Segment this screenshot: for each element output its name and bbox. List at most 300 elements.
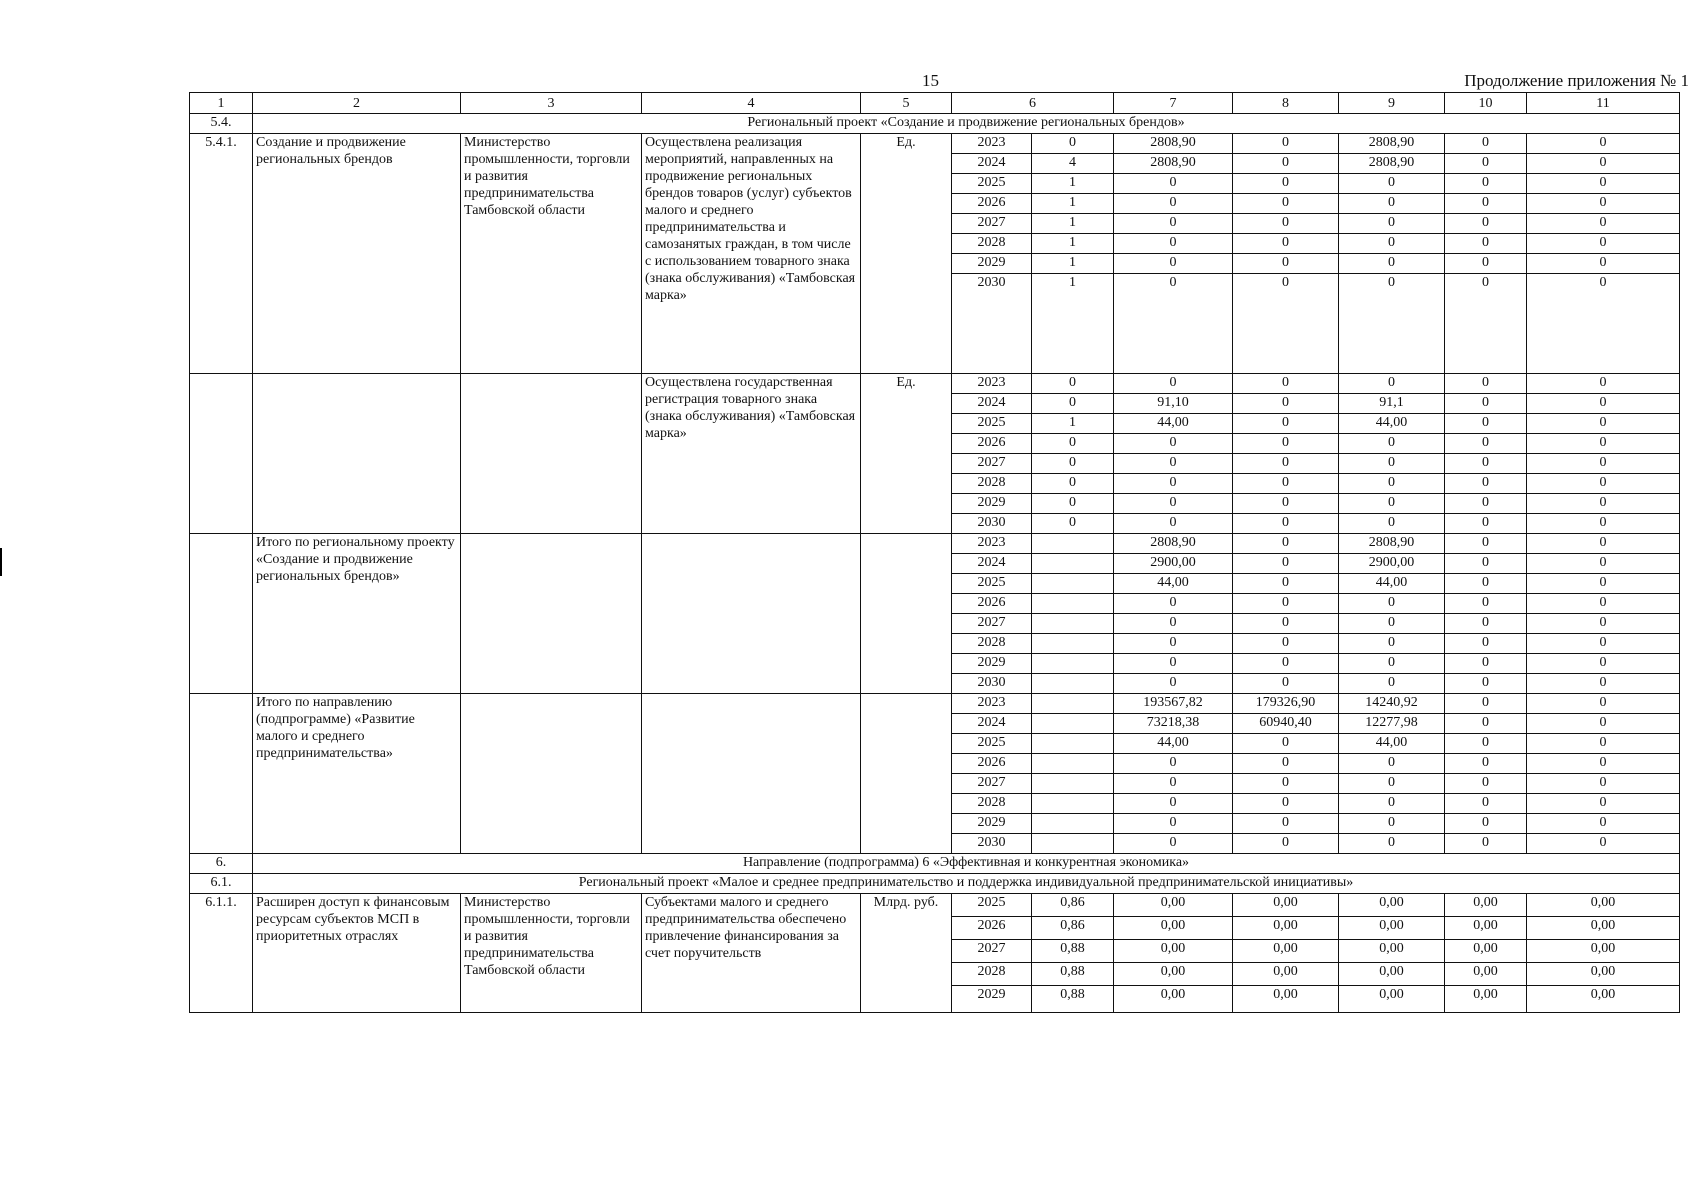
value-cell: 0,00 xyxy=(1233,917,1339,940)
year-cell: 2024 xyxy=(952,714,1032,734)
page-number: 15 xyxy=(922,71,939,90)
value-cell: 0 xyxy=(1339,234,1445,254)
value-cell: 0,00 xyxy=(1339,894,1445,917)
year-cell: 2028 xyxy=(952,634,1032,654)
item-name: Итого по направлению (подпрограмме) «Развитие малого и среднего предпринимательства» xyxy=(253,694,461,854)
value-cell: 1 xyxy=(1032,214,1114,234)
value-cell: 0,00 xyxy=(1445,917,1527,940)
value-cell: 0 xyxy=(1527,834,1680,854)
col-header: 7 xyxy=(1114,93,1233,114)
value-cell: 14240,92 xyxy=(1339,694,1445,714)
value-cell: 0 xyxy=(1527,174,1680,194)
value-cell: 4 xyxy=(1032,154,1114,174)
value-cell: 0 xyxy=(1233,774,1339,794)
year-cell: 2029 xyxy=(952,654,1032,674)
value-cell: 0 xyxy=(1445,614,1527,634)
item-result: Субъектами малого и среднего предпринимательства обеспечено привлечение финансирования за счет поручительств xyxy=(642,894,861,1013)
value-cell: 0 xyxy=(1114,754,1233,774)
item-number xyxy=(190,534,253,694)
item-number: 5.4.1. xyxy=(190,134,253,374)
year-cell: 2029 xyxy=(952,814,1032,834)
value-cell: 0 xyxy=(1527,394,1680,414)
value-cell: 0 xyxy=(1527,414,1680,434)
value-cell: 0 xyxy=(1233,614,1339,634)
value-cell: 179326,90 xyxy=(1233,694,1339,714)
value-cell: 0 xyxy=(1445,594,1527,614)
appendix-table xyxy=(189,92,1680,1013)
value-cell: 0 xyxy=(1339,674,1445,694)
scan-edge-mark xyxy=(0,548,2,576)
item-result xyxy=(642,694,861,854)
section-row xyxy=(190,874,1680,894)
value-cell: 0 xyxy=(1032,494,1114,514)
value-cell: 60940,40 xyxy=(1233,714,1339,734)
value-cell: 0 xyxy=(1339,454,1445,474)
value-cell: 1 xyxy=(1032,194,1114,214)
value-cell: 0 xyxy=(1114,434,1233,454)
value-cell: 0 xyxy=(1527,154,1680,174)
year-cell: 2026 xyxy=(952,917,1032,940)
item-number xyxy=(190,694,253,854)
table-row xyxy=(190,374,1680,394)
value-cell: 44,00 xyxy=(1114,574,1233,594)
value-cell: 0 xyxy=(1114,674,1233,694)
value-cell: 0 xyxy=(1527,134,1680,154)
value-cell: 0 xyxy=(1445,574,1527,594)
year-cell: 2023 xyxy=(952,374,1032,394)
value-cell: 0 xyxy=(1445,394,1527,414)
value-cell: 0 xyxy=(1527,654,1680,674)
value-cell xyxy=(1032,754,1114,774)
value-cell: 0 xyxy=(1339,774,1445,794)
value-cell: 0,86 xyxy=(1032,894,1114,917)
value-cell: 0,00 xyxy=(1114,894,1233,917)
value-cell: 0 xyxy=(1233,374,1339,394)
value-cell: 0 xyxy=(1114,234,1233,254)
value-cell: 0 xyxy=(1339,594,1445,614)
value-cell: 0 xyxy=(1339,274,1445,374)
col-header: 9 xyxy=(1339,93,1445,114)
col-header: 10 xyxy=(1445,93,1527,114)
value-cell: 0 xyxy=(1233,474,1339,494)
value-cell: 0 xyxy=(1445,474,1527,494)
value-cell: 0,00 xyxy=(1339,917,1445,940)
item-unit: Млрд. руб. xyxy=(861,894,952,1013)
value-cell: 0,86 xyxy=(1032,917,1114,940)
value-cell: 0 xyxy=(1445,534,1527,554)
value-cell: 0 xyxy=(1339,754,1445,774)
value-cell: 0 xyxy=(1339,474,1445,494)
value-cell: 0 xyxy=(1445,494,1527,514)
value-cell: 0 xyxy=(1233,794,1339,814)
value-cell: 2808,90 xyxy=(1114,534,1233,554)
value-cell: 1 xyxy=(1032,234,1114,254)
value-cell: 0 xyxy=(1339,254,1445,274)
value-cell: 0 xyxy=(1445,714,1527,734)
value-cell: 0 xyxy=(1445,734,1527,754)
col-header: 6 xyxy=(952,93,1114,114)
col-header: 11 xyxy=(1527,93,1680,114)
value-cell: 0 xyxy=(1527,674,1680,694)
value-cell: 0 xyxy=(1445,254,1527,274)
value-cell: 0 xyxy=(1445,794,1527,814)
value-cell: 0 xyxy=(1114,594,1233,614)
year-cell: 2030 xyxy=(952,674,1032,694)
value-cell: 0 xyxy=(1114,614,1233,634)
value-cell: 44,00 xyxy=(1114,414,1233,434)
value-cell: 0 xyxy=(1527,794,1680,814)
year-cell: 2030 xyxy=(952,834,1032,854)
item-unit: Ед. xyxy=(861,134,952,374)
value-cell: 0 xyxy=(1233,154,1339,174)
value-cell: 0 xyxy=(1445,214,1527,234)
value-cell: 0 xyxy=(1032,474,1114,494)
item-name: Итого по региональному проекту «Создание и продвижение региональных брендов» xyxy=(253,534,461,694)
value-cell: 0,00 xyxy=(1445,894,1527,917)
item-result xyxy=(642,534,861,694)
value-cell: 0 xyxy=(1233,654,1339,674)
item-name xyxy=(253,374,461,534)
year-cell: 2029 xyxy=(952,494,1032,514)
value-cell: 0,00 xyxy=(1527,940,1680,963)
value-cell xyxy=(1032,774,1114,794)
value-cell: 0,00 xyxy=(1527,986,1680,1013)
col-header: 2 xyxy=(253,93,461,114)
value-cell: 0 xyxy=(1114,814,1233,834)
year-cell: 2025 xyxy=(952,894,1032,917)
value-cell: 0 xyxy=(1114,374,1233,394)
year-cell: 2026 xyxy=(952,434,1032,454)
value-cell: 0 xyxy=(1527,254,1680,274)
value-cell xyxy=(1032,554,1114,574)
value-cell: 0 xyxy=(1339,794,1445,814)
table-row xyxy=(190,694,1680,714)
value-cell: 2808,90 xyxy=(1339,134,1445,154)
col-header: 4 xyxy=(642,93,861,114)
value-cell: 0 xyxy=(1445,414,1527,434)
value-cell: 0,00 xyxy=(1527,917,1680,940)
col-header: 8 xyxy=(1233,93,1339,114)
value-cell: 0 xyxy=(1339,174,1445,194)
year-cell: 2030 xyxy=(952,274,1032,374)
value-cell: 0,00 xyxy=(1233,963,1339,986)
section-title: Региональный проект «Создание и продвижение региональных брендов» xyxy=(253,114,1680,134)
value-cell: 0 xyxy=(1114,514,1233,534)
value-cell: 1 xyxy=(1032,414,1114,434)
value-cell: 0 xyxy=(1114,794,1233,814)
value-cell: 0,00 xyxy=(1339,940,1445,963)
value-cell: 44,00 xyxy=(1339,734,1445,754)
value-cell xyxy=(1032,794,1114,814)
item-name: Расширен доступ к финансовым ресурсам субъектов МСП в приоритетных отраслях xyxy=(253,894,461,1013)
section-row xyxy=(190,114,1680,134)
section-number: 5.4. xyxy=(190,114,253,134)
value-cell: 91,10 xyxy=(1114,394,1233,414)
value-cell: 0 xyxy=(1445,514,1527,534)
value-cell xyxy=(1032,534,1114,554)
year-cell: 2024 xyxy=(952,554,1032,574)
value-cell: 0 xyxy=(1445,434,1527,454)
value-cell: 0 xyxy=(1445,154,1527,174)
value-cell: 0,00 xyxy=(1233,940,1339,963)
year-cell: 2028 xyxy=(952,234,1032,254)
value-cell: 0,00 xyxy=(1114,917,1233,940)
value-cell: 0 xyxy=(1445,814,1527,834)
table-row xyxy=(190,534,1680,554)
value-cell: 0 xyxy=(1527,694,1680,714)
value-cell: 0 xyxy=(1114,254,1233,274)
value-cell: 0 xyxy=(1527,634,1680,654)
value-cell: 0 xyxy=(1114,474,1233,494)
value-cell: 0 xyxy=(1527,534,1680,554)
value-cell: 0 xyxy=(1233,674,1339,694)
value-cell: 0 xyxy=(1032,434,1114,454)
item-unit: Ед. xyxy=(861,374,952,534)
value-cell: 91,1 xyxy=(1339,394,1445,414)
value-cell: 0 xyxy=(1339,834,1445,854)
item-unit xyxy=(861,694,952,854)
section-title: Направление (подпрограмма) 6 «Эффективная и конкурентная экономика» xyxy=(253,854,1680,874)
value-cell xyxy=(1032,614,1114,634)
value-cell: 0 xyxy=(1032,454,1114,474)
value-cell: 0 xyxy=(1233,194,1339,214)
year-cell: 2027 xyxy=(952,614,1032,634)
value-cell: 0,00 xyxy=(1114,986,1233,1013)
value-cell: 0 xyxy=(1527,734,1680,754)
value-cell: 0,00 xyxy=(1445,986,1527,1013)
value-cell: 0 xyxy=(1527,434,1680,454)
value-cell: 0 xyxy=(1527,474,1680,494)
year-cell: 2023 xyxy=(952,134,1032,154)
value-cell: 73218,38 xyxy=(1114,714,1233,734)
value-cell: 0 xyxy=(1445,554,1527,574)
year-cell: 2023 xyxy=(952,534,1032,554)
value-cell: 0 xyxy=(1445,174,1527,194)
value-cell: 0 xyxy=(1233,274,1339,374)
value-cell: 0,00 xyxy=(1527,963,1680,986)
value-cell: 0 xyxy=(1233,454,1339,474)
value-cell xyxy=(1032,654,1114,674)
year-cell: 2030 xyxy=(952,514,1032,534)
value-cell: 0 xyxy=(1339,654,1445,674)
value-cell: 0,00 xyxy=(1445,963,1527,986)
value-cell: 0 xyxy=(1233,254,1339,274)
value-cell: 0 xyxy=(1339,514,1445,534)
value-cell: 0 xyxy=(1114,194,1233,214)
item-name: Создание и продвижение региональных брендов xyxy=(253,134,461,374)
value-cell: 0 xyxy=(1527,194,1680,214)
value-cell: 0 xyxy=(1527,574,1680,594)
column-number-row xyxy=(190,93,1680,114)
value-cell: 1 xyxy=(1032,254,1114,274)
section-title: Региональный проект «Малое и среднее предпринимательство и поддержка индивидуальной предпринимательской инициативы» xyxy=(253,874,1680,894)
year-cell: 2025 xyxy=(952,414,1032,434)
value-cell: 0 xyxy=(1233,574,1339,594)
value-cell: 0 xyxy=(1233,414,1339,434)
value-cell xyxy=(1032,594,1114,614)
year-cell: 2024 xyxy=(952,154,1032,174)
year-cell: 2026 xyxy=(952,754,1032,774)
value-cell: 0 xyxy=(1527,594,1680,614)
year-cell: 2028 xyxy=(952,963,1032,986)
year-cell: 2025 xyxy=(952,734,1032,754)
value-cell: 0,88 xyxy=(1032,963,1114,986)
col-header: 5 xyxy=(861,93,952,114)
value-cell: 44,00 xyxy=(1339,414,1445,434)
value-cell: 0 xyxy=(1233,734,1339,754)
value-cell: 193567,82 xyxy=(1114,694,1233,714)
value-cell: 0 xyxy=(1233,634,1339,654)
value-cell: 0 xyxy=(1445,774,1527,794)
year-cell: 2028 xyxy=(952,474,1032,494)
item-executor xyxy=(461,374,642,534)
value-cell: 0 xyxy=(1339,494,1445,514)
value-cell: 0 xyxy=(1445,374,1527,394)
value-cell: 0 xyxy=(1445,674,1527,694)
table-row xyxy=(190,894,1680,917)
value-cell: 1 xyxy=(1032,274,1114,374)
value-cell: 0 xyxy=(1114,454,1233,474)
value-cell: 0,00 xyxy=(1339,963,1445,986)
item-executor xyxy=(461,694,642,854)
value-cell: 0 xyxy=(1233,234,1339,254)
value-cell xyxy=(1032,714,1114,734)
value-cell: 0 xyxy=(1339,434,1445,454)
value-cell: 0 xyxy=(1527,754,1680,774)
section-number: 6. xyxy=(190,854,253,874)
value-cell: 0 xyxy=(1445,834,1527,854)
value-cell: 0 xyxy=(1445,274,1527,374)
value-cell: 2808,90 xyxy=(1339,154,1445,174)
value-cell: 1 xyxy=(1032,174,1114,194)
value-cell: 0 xyxy=(1527,454,1680,474)
value-cell: 0 xyxy=(1233,494,1339,514)
value-cell: 0 xyxy=(1032,134,1114,154)
value-cell: 0 xyxy=(1445,754,1527,774)
year-cell: 2025 xyxy=(952,174,1032,194)
value-cell: 0,00 xyxy=(1527,894,1680,917)
value-cell: 0 xyxy=(1114,174,1233,194)
year-cell: 2029 xyxy=(952,986,1032,1013)
value-cell: 2900,00 xyxy=(1114,554,1233,574)
value-cell xyxy=(1032,814,1114,834)
value-cell: 0 xyxy=(1233,554,1339,574)
value-cell: 0 xyxy=(1114,494,1233,514)
value-cell: 0 xyxy=(1527,614,1680,634)
value-cell xyxy=(1032,734,1114,754)
value-cell: 0,00 xyxy=(1233,894,1339,917)
value-cell: 0 xyxy=(1527,554,1680,574)
value-cell: 0 xyxy=(1445,694,1527,714)
value-cell: 0 xyxy=(1445,134,1527,154)
value-cell xyxy=(1032,634,1114,654)
value-cell: 0 xyxy=(1032,394,1114,414)
value-cell: 0 xyxy=(1527,234,1680,254)
year-cell: 2027 xyxy=(952,214,1032,234)
year-cell: 2027 xyxy=(952,940,1032,963)
item-result: Осуществлена реализация мероприятий, направленных на продвижение региональных брендов товаров (услуг) субъектов малого и среднего предпринимательства и самозанятых граждан, в том числе с использованием товарного знака (знака обслуживания) «Тамбовская марка» xyxy=(642,134,861,374)
value-cell: 12277,98 xyxy=(1339,714,1445,734)
year-cell: 2028 xyxy=(952,794,1032,814)
value-cell: 0 xyxy=(1233,834,1339,854)
value-cell: 0 xyxy=(1445,234,1527,254)
value-cell: 0 xyxy=(1339,634,1445,654)
year-cell: 2023 xyxy=(952,694,1032,714)
value-cell: 0 xyxy=(1339,214,1445,234)
value-cell: 0 xyxy=(1114,634,1233,654)
value-cell xyxy=(1032,674,1114,694)
value-cell: 0 xyxy=(1527,374,1680,394)
year-cell: 2026 xyxy=(952,594,1032,614)
value-cell: 0 xyxy=(1339,614,1445,634)
value-cell: 0 xyxy=(1445,654,1527,674)
value-cell: 2808,90 xyxy=(1339,534,1445,554)
year-cell: 2027 xyxy=(952,454,1032,474)
value-cell: 0 xyxy=(1114,654,1233,674)
value-cell: 44,00 xyxy=(1114,734,1233,754)
value-cell: 0 xyxy=(1527,274,1680,374)
item-executor: Министерство промышленности, торговли и развития предпринимательства Тамбовской области xyxy=(461,894,642,1013)
value-cell: 0 xyxy=(1445,194,1527,214)
item-unit xyxy=(861,534,952,694)
value-cell: 0 xyxy=(1233,534,1339,554)
value-cell: 0 xyxy=(1233,434,1339,454)
year-cell: 2024 xyxy=(952,394,1032,414)
value-cell: 0,88 xyxy=(1032,940,1114,963)
value-cell: 0 xyxy=(1527,774,1680,794)
value-cell: 0 xyxy=(1527,714,1680,734)
value-cell xyxy=(1032,834,1114,854)
value-cell: 0,00 xyxy=(1339,986,1445,1013)
value-cell: 0 xyxy=(1233,214,1339,234)
item-number xyxy=(190,374,253,534)
value-cell: 0 xyxy=(1114,834,1233,854)
table-row xyxy=(190,134,1680,154)
value-cell: 0,88 xyxy=(1032,986,1114,1013)
value-cell: 0 xyxy=(1339,194,1445,214)
continuation-label: Продолжение приложения № 1 xyxy=(1464,71,1689,90)
item-result: Осуществлена государственная регистрация товарного знака (знака обслуживания) «Тамбовская марка» xyxy=(642,374,861,534)
section-row xyxy=(190,854,1680,874)
value-cell: 0 xyxy=(1527,814,1680,834)
value-cell: 0 xyxy=(1527,494,1680,514)
item-executor xyxy=(461,534,642,694)
value-cell xyxy=(1032,694,1114,714)
col-header: 3 xyxy=(461,93,642,114)
value-cell: 44,00 xyxy=(1339,574,1445,594)
item-number: 6.1.1. xyxy=(190,894,253,1013)
value-cell: 0 xyxy=(1233,814,1339,834)
value-cell: 0 xyxy=(1339,374,1445,394)
year-cell: 2027 xyxy=(952,774,1032,794)
value-cell: 0 xyxy=(1445,454,1527,474)
value-cell: 0 xyxy=(1527,214,1680,234)
value-cell: 0 xyxy=(1032,514,1114,534)
value-cell: 2808,90 xyxy=(1114,154,1233,174)
value-cell: 0 xyxy=(1233,514,1339,534)
value-cell: 0 xyxy=(1233,134,1339,154)
section-number: 6.1. xyxy=(190,874,253,894)
value-cell: 0 xyxy=(1114,214,1233,234)
value-cell: 0 xyxy=(1445,634,1527,654)
value-cell: 2808,90 xyxy=(1114,134,1233,154)
year-cell: 2025 xyxy=(952,574,1032,594)
value-cell: 0 xyxy=(1114,774,1233,794)
value-cell: 0 xyxy=(1339,814,1445,834)
value-cell: 0 xyxy=(1233,174,1339,194)
item-executor: Министерство промышленности, торговли и развития предпринимательства Тамбовской области xyxy=(461,134,642,374)
year-cell: 2026 xyxy=(952,194,1032,214)
